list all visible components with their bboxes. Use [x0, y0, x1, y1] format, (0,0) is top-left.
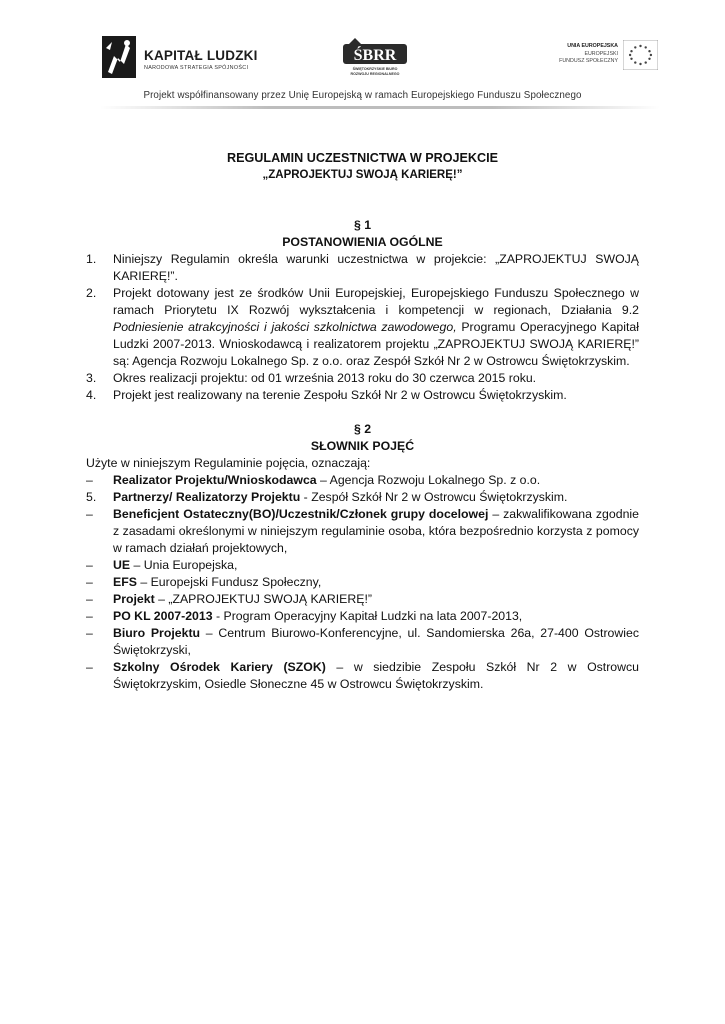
kapital-ludzki-emblem-icon [100, 34, 138, 80]
efs-name-line1: EUROPEJSKI [584, 50, 618, 57]
glossary-item [86, 625, 639, 659]
regulation-document [86, 150, 639, 693]
list-marker: 5. [86, 490, 97, 504]
list-item [86, 370, 639, 387]
glossary-item [86, 574, 639, 591]
list-marker: – [86, 592, 93, 606]
glossary-item [86, 506, 639, 557]
list-item [86, 387, 639, 404]
section1-heading: POSTANOWIENIA OGÓLNE [282, 235, 443, 249]
section2-heading: SŁOWNIK POJĘĆ [310, 439, 415, 453]
glossary-definition: – Centrum Biurowo-Konferencyjne, ul. Sandomierska 26a, 27-400 Ostrowiec Świętokrzyski, [113, 626, 639, 657]
eu-flag-icon [623, 40, 658, 70]
section1-list [86, 251, 639, 404]
list-marker: – [86, 473, 93, 487]
glossary-term: Szkolny Ośrodek Kariery (SZOK) [113, 660, 326, 674]
list-item-text: Niniejszy Regulamin określa warunki uczestnictwa w projekcie: „ZAPROJEKTUJ SWOJĄ KARIERĘ!”. [113, 252, 639, 283]
glossary-definition: – w siedzibie Zespołu Szkół Nr 2 w Ostrowcu Świętokrzyskim, Osiedle Słoneczne 45 w Ostrowcu Świętokrzyskim. [113, 660, 640, 691]
list-marker: – [86, 558, 93, 572]
sbrr-badge-icon [341, 38, 409, 66]
section2-number: § 2 [353, 422, 372, 436]
eu-name: UNIA EUROPEJSKA [567, 43, 618, 49]
document-subtitle: „ZAPROJEKTUJ SWOJĄ KARIERĘ!” [262, 169, 463, 181]
glossary-term: UE [113, 558, 131, 572]
list-marker: 2. [86, 286, 97, 300]
list-marker: – [86, 507, 93, 521]
glossary-item [86, 489, 639, 506]
sbrr-logo [335, 32, 415, 88]
glossary-definition: - Zespół Szkół Nr 2 w Ostrowcu Świętokrzyskim. [300, 490, 568, 504]
glossary-term: Biuro Projektu [113, 626, 201, 640]
glossary-item [86, 557, 639, 574]
list-item [86, 285, 639, 370]
list-marker: – [86, 609, 93, 623]
eu-efs-text [559, 43, 618, 66]
list-marker: 3. [86, 371, 97, 385]
sbrr-logo-text: ŚBRR [353, 47, 397, 64]
list-marker: – [86, 660, 93, 674]
eu-efs-logo [518, 40, 658, 74]
list-item-text: Programu Operacyjnego Kapitał Ludzki 2007-2013. Wnioskodawcą i realizatorem projektu „ZAPROJEKTUJ SWOJĄ KARIERĘ!” są: Agencja Rozwoju Lokalnego Sp. z o.o. oraz Zespół Szkół Nr 2 w Ostrowcu Świętokrzyskim. [113, 320, 639, 368]
list-item-text-italic: Podniesienie atrakcyjności i jakości szkolnictwa zawodowego, [113, 320, 457, 334]
list-marker: 4. [86, 388, 97, 402]
list-item [86, 251, 639, 285]
page-header [0, 0, 725, 112]
header-divider [100, 106, 660, 109]
glossary-term: Projekt [113, 592, 155, 606]
glossary-term: PO KL 2007-2013 [113, 609, 213, 623]
list-marker: – [86, 575, 93, 589]
cofinancing-note: Projekt współfinansowany przez Unię Europejską w ramach Europejskiego Funduszu Społecznego [143, 90, 582, 101]
glossary-definition: – zakwalifikowana zgodnie z zasadami określonymi w niniejszym regulaminie osoba, która bezpośrednio korzysta z pomocy w ramach działań projektowych, [113, 507, 639, 555]
glossary-definition: – Europejski Fundusz Społeczny, [136, 575, 322, 589]
glossary-item [86, 608, 639, 625]
list-item-text: Projekt jest realizowany na terenie Zespołu Szkół Nr 2 w Ostrowcu Świętokrzyskim. [113, 388, 567, 402]
glossary-definition: – Unia Europejska, [130, 558, 238, 572]
glossary-definition: – „ZAPROJEKTUJ SWOJĄ KARIERĘ!” [154, 592, 372, 606]
document-title: REGULAMIN UCZESTNICTWA W PROJEKCIE [227, 151, 498, 165]
glossary-term: EFS [113, 575, 137, 589]
glossary-term: Realizator Projektu/Wnioskodawca [113, 473, 317, 487]
sbrr-subtitle-line: ROZWOJU REGIONALNEGO [350, 71, 400, 76]
glossary-term: Partnerzy/ Realizatorzy Projektu [113, 490, 301, 504]
section2-intro: Użyte w niniejszym Regulaminie pojęcia, oznaczają: [86, 456, 371, 470]
glossary-item [86, 591, 639, 608]
glossary-definition: - Program Operacyjny Kapitał Ludzki na lata 2007-2013, [212, 609, 523, 623]
glossary-item [86, 659, 639, 693]
kapital-ludzki-title: KAPITAŁ LUDZKI [144, 48, 258, 63]
list-marker: – [86, 626, 93, 640]
list-marker: 1. [86, 252, 97, 266]
glossary-term: Beneficjent Ostateczny(BO)/Uczestnik/Członek grupy docelowej [113, 507, 489, 521]
section1-number: § 1 [353, 218, 372, 232]
efs-name-line2: FUNDUSZ SPOŁECZNY [559, 58, 618, 65]
section2-glossary [86, 472, 639, 693]
sbrr-subtitle [335, 67, 415, 76]
glossary-item [86, 472, 639, 489]
kapital-ludzki-logo [100, 34, 275, 82]
list-item-text: Okres realizacji projektu: od 01 września 2013 roku do 30 czerwca 2015 roku. [113, 371, 537, 385]
kapital-ludzki-subtitle: NARODOWA STRATEGIA SPÓJNOŚCI [144, 65, 249, 71]
list-item-text: Projekt dotowany jest ze środków Unii Europejskiej, Europejskiego Funduszu Społecznego w ramach Priorytetu IX Rozwój wykształcenia i kompetencji w regionach, Działania 9.2 [113, 286, 639, 317]
sbrr-subtitle-line: ŚWIĘTOKRZYSKIE BIURO [352, 67, 398, 71]
glossary-definition: – Agencja Rozwoju Lokalnego Sp. z o.o. [316, 473, 541, 487]
